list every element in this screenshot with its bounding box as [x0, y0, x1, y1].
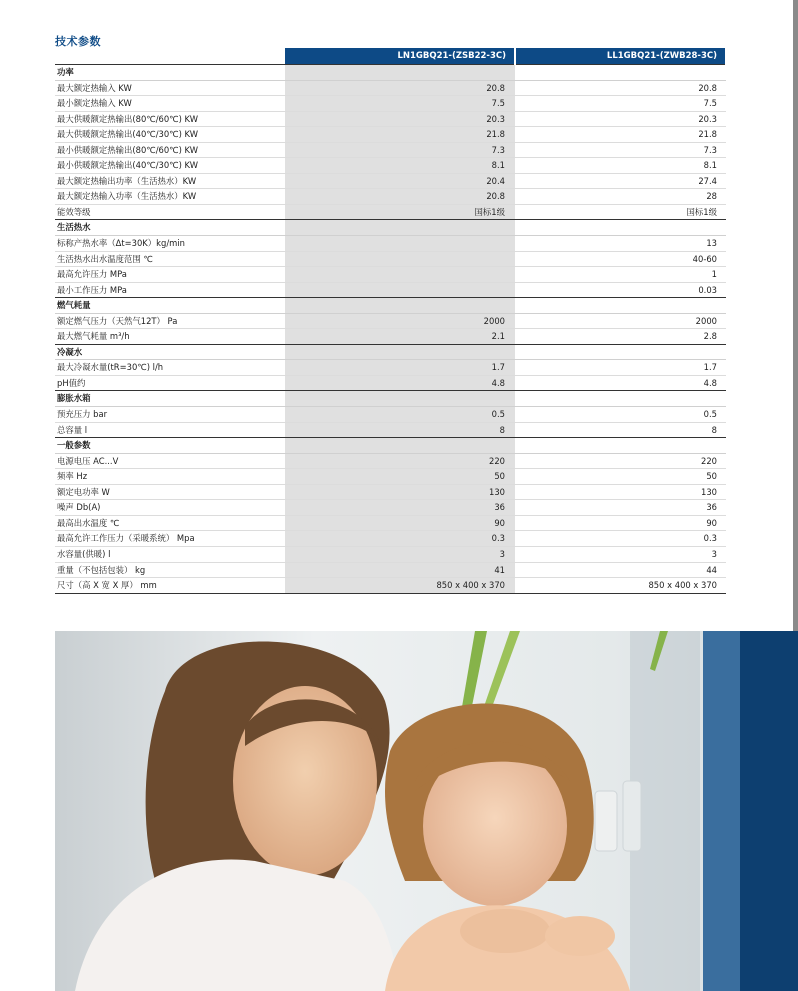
row-label: 最高允许工作压力（采暖系统） Mpa	[55, 531, 285, 547]
value-model-1	[285, 267, 515, 283]
row-label: 额定电功率 W	[55, 484, 285, 500]
row-label: 最小额定热输入 KW	[55, 96, 285, 112]
value-model-1: 8	[285, 422, 515, 438]
table-row	[55, 329, 726, 345]
value-model-1	[285, 236, 515, 252]
spec-table	[55, 48, 727, 594]
table-row	[55, 453, 726, 469]
row-label: 最大冷凝水量(tR=30℃) l/h	[55, 360, 285, 376]
value-model-2: 1.7	[515, 360, 726, 376]
table-header-row	[55, 48, 726, 65]
value-model-2: 44	[515, 562, 726, 578]
row-label: 生活热水出水温度范围 ℃	[55, 251, 285, 267]
value-model-2: 国标1级	[515, 204, 726, 220]
lifestyle-photo	[55, 631, 798, 991]
row-label: 重量（不包括包装） kg	[55, 562, 285, 578]
value-model-2: 4.8	[515, 375, 726, 391]
value-model-2: 850 x 400 x 370	[515, 578, 726, 594]
table-row	[55, 422, 726, 438]
value-model-1: 20.8	[285, 189, 515, 205]
table-row	[55, 189, 726, 205]
table-row	[55, 204, 726, 220]
value-model-2: 220	[515, 453, 726, 469]
value-model-1: 36	[285, 500, 515, 516]
value-model-2: 40-60	[515, 251, 726, 267]
value-model-1: 1.7	[285, 360, 515, 376]
row-label: 最大供暖额定热输出(40℃/30℃) KW	[55, 127, 285, 143]
row-label: 最大额定热输出功率（生活热水）KW	[55, 173, 285, 189]
row-label: 标称产热水率（Δt=30K）kg/min	[55, 236, 285, 252]
value-model-1: 7.5	[285, 96, 515, 112]
table-row	[55, 469, 726, 485]
header-blank	[55, 48, 285, 65]
row-label: 额定燃气压力（天然气12T） Pa	[55, 313, 285, 329]
value-model-2: 50	[515, 469, 726, 485]
value-model-2: 90	[515, 515, 726, 531]
value-model-2: 21.8	[515, 127, 726, 143]
row-label: 最高出水温度 ℃	[55, 515, 285, 531]
group-title: 功率	[55, 65, 285, 81]
model-header-2: LL1GBQ21-(ZWB28-3C)	[515, 48, 726, 65]
table-row	[55, 142, 726, 158]
row-label: 最大额定热输入功率（生活热水）KW	[55, 189, 285, 205]
table-row	[55, 251, 726, 267]
row-label: 最小供暖额定热输出(40℃/30℃) KW	[55, 158, 285, 174]
group-title: 一般参数	[55, 438, 285, 454]
group-title: 膨胀水箱	[55, 391, 285, 407]
table-row	[55, 360, 726, 376]
value-model-1: 3	[285, 546, 515, 562]
group-header-row	[55, 344, 726, 360]
group-header-row	[55, 65, 726, 81]
group-cell-model-1	[285, 438, 515, 454]
value-model-2: 7.3	[515, 142, 726, 158]
group-cell-model-1	[285, 298, 515, 314]
value-model-2: 3	[515, 546, 726, 562]
group-cell-model-1	[285, 65, 515, 81]
table-row	[55, 111, 726, 127]
group-cell-model-2	[515, 298, 726, 314]
table-row	[55, 531, 726, 547]
value-model-1: 220	[285, 453, 515, 469]
value-model-2: 13	[515, 236, 726, 252]
value-model-2: 0.03	[515, 282, 726, 298]
row-label: 最小工作压力 MPa	[55, 282, 285, 298]
table-row	[55, 236, 726, 252]
value-model-2: 0.3	[515, 531, 726, 547]
table-row	[55, 515, 726, 531]
value-model-1: 850 x 400 x 370	[285, 578, 515, 594]
group-title: 冷凝水	[55, 344, 285, 360]
row-label: 能效等级	[55, 204, 285, 220]
value-model-1: 50	[285, 469, 515, 485]
value-model-2: 8	[515, 422, 726, 438]
table-row	[55, 158, 726, 174]
group-cell-model-2	[515, 438, 726, 454]
group-header-row	[55, 438, 726, 454]
table-row	[55, 562, 726, 578]
group-cell-model-2	[515, 220, 726, 236]
value-model-1: 21.8	[285, 127, 515, 143]
group-cell-model-2	[515, 344, 726, 360]
group-header-row	[55, 220, 726, 236]
row-label: 总容量 l	[55, 422, 285, 438]
value-model-2: 0.5	[515, 407, 726, 423]
value-model-2: 28	[515, 189, 726, 205]
table-row	[55, 375, 726, 391]
value-model-2: 36	[515, 500, 726, 516]
value-model-2: 1	[515, 267, 726, 283]
value-model-1: 41	[285, 562, 515, 578]
table-row	[55, 484, 726, 500]
group-cell-model-2	[515, 391, 726, 407]
group-header-row	[55, 298, 726, 314]
spec-table-body	[55, 65, 726, 594]
table-row	[55, 282, 726, 298]
value-model-2: 20.8	[515, 80, 726, 96]
table-row	[55, 173, 726, 189]
table-row	[55, 407, 726, 423]
row-label: 最高允许压力 MPa	[55, 267, 285, 283]
value-model-1: 20.3	[285, 111, 515, 127]
group-header-row	[55, 391, 726, 407]
table-row	[55, 80, 726, 96]
value-model-2: 27.4	[515, 173, 726, 189]
value-model-1: 0.5	[285, 407, 515, 423]
row-label: 最小供暖额定热输出(80℃/60℃) KW	[55, 142, 285, 158]
value-model-1: 8.1	[285, 158, 515, 174]
row-label: 电源电压 AC...V	[55, 453, 285, 469]
row-label: 预充压力 bar	[55, 407, 285, 423]
group-title: 燃气耗量	[55, 298, 285, 314]
table-row	[55, 96, 726, 112]
group-cell-model-2	[515, 65, 726, 81]
row-label: 最大供暖额定热输出(80℃/60℃) KW	[55, 111, 285, 127]
value-model-1: 20.4	[285, 173, 515, 189]
model-header-1: LN1GBQ21-(ZSB22-3C)	[285, 48, 515, 65]
table-row	[55, 578, 726, 594]
row-label: 噪声 Db(A)	[55, 500, 285, 516]
value-model-1	[285, 282, 515, 298]
value-model-2: 20.3	[515, 111, 726, 127]
group-cell-model-1	[285, 220, 515, 236]
value-model-1: 2.1	[285, 329, 515, 345]
value-model-1: 7.3	[285, 142, 515, 158]
value-model-1: 2000	[285, 313, 515, 329]
row-label: 水容量(供暖) l	[55, 546, 285, 562]
row-label: 最大额定热输入 KW	[55, 80, 285, 96]
row-label: 频率 Hz	[55, 469, 285, 485]
value-model-1: 4.8	[285, 375, 515, 391]
value-model-2: 7.5	[515, 96, 726, 112]
value-model-2: 130	[515, 484, 726, 500]
photo-illustration	[55, 631, 798, 991]
value-model-1: 90	[285, 515, 515, 531]
value-model-1: 国标1级	[285, 204, 515, 220]
value-model-2: 2000	[515, 313, 726, 329]
value-model-1: 130	[285, 484, 515, 500]
table-row	[55, 313, 726, 329]
table-row	[55, 500, 726, 516]
group-title: 生活热水	[55, 220, 285, 236]
value-model-2: 2.8	[515, 329, 726, 345]
value-model-2: 8.1	[515, 158, 726, 174]
value-model-1	[285, 251, 515, 267]
value-model-1: 0.3	[285, 531, 515, 547]
table-row	[55, 267, 726, 283]
value-model-1: 20.8	[285, 80, 515, 96]
group-cell-model-1	[285, 391, 515, 407]
row-label: 尺寸（高 X 宽 X 厚） mm	[55, 578, 285, 594]
table-row	[55, 127, 726, 143]
row-label: 最大燃气耗量 m³/h	[55, 329, 285, 345]
row-label: pH值约	[55, 375, 285, 391]
group-cell-model-1	[285, 344, 515, 360]
section-title: 技术参数	[55, 35, 101, 48]
table-row	[55, 546, 726, 562]
